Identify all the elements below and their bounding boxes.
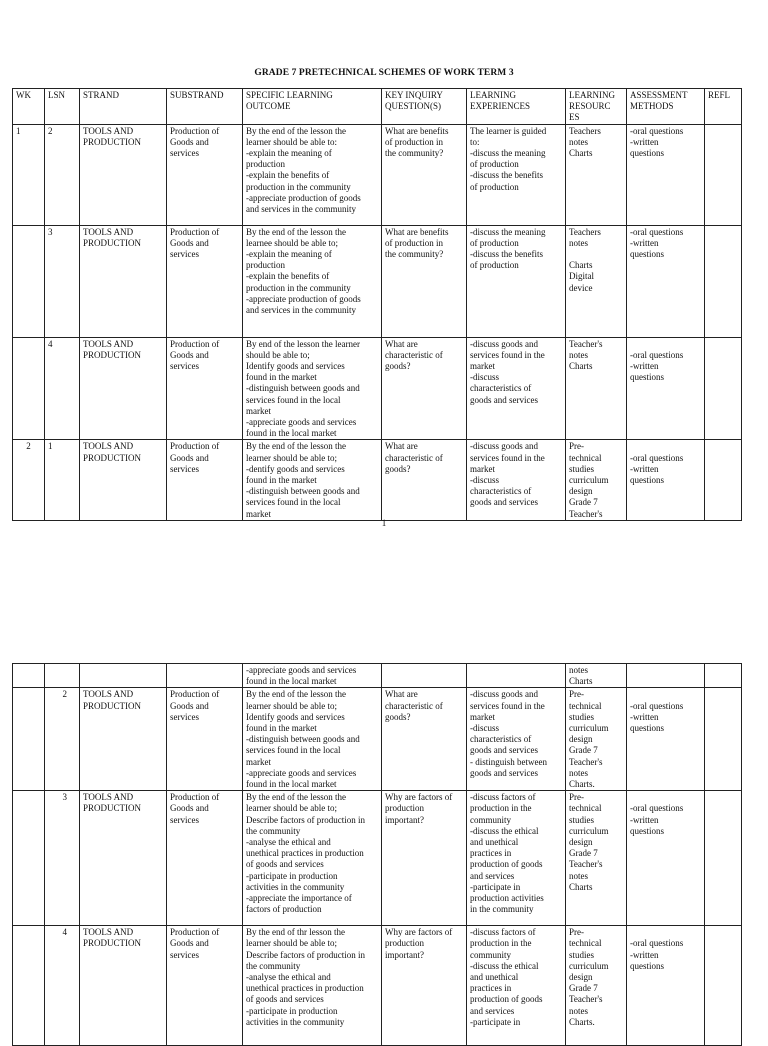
cell-refl <box>705 225 742 337</box>
cell-resources: Pre- technical studies curriculum design Grade 7 Teacher's <box>566 440 627 520</box>
header-wk: WK <box>13 89 45 125</box>
table-row <box>13 337 742 440</box>
cell-strand: TOOLS AND PRODUCTION <box>80 688 167 791</box>
cell-wk <box>13 688 45 791</box>
cell-wk <box>13 926 45 1046</box>
header-assessment: ASSESSMENT METHODS <box>627 89 705 125</box>
cell-strand: TOOLS AND PRODUCTION <box>80 791 167 926</box>
cell-lsn: 2 <box>45 124 80 225</box>
cell-resources: Pre- technical studies curriculum design Grade 7 Teacher's notes Charts. <box>566 926 627 1046</box>
cell-question: What are characteristic of goods? <box>382 440 467 520</box>
cell-refl <box>705 124 742 225</box>
cell-question: What are characteristic of goods? <box>382 688 467 791</box>
header-question: KEY INQUIRY QUESTION(S) <box>382 89 467 125</box>
table-row <box>13 688 742 791</box>
cell-experiences: -discuss goods and services found in the market -discuss characteristics of goods and services <box>467 440 566 520</box>
header-outcome: SPECIFIC LEARNING OUTCOME <box>243 89 382 125</box>
cell-strand <box>80 664 167 688</box>
header-refl: REFL <box>705 89 742 125</box>
cell-outcome: By end of the lesson the learner should be able to; Identify goods and services found in the market -distinguish between goods and services found in the local market -appreciate goods and services found in the local market <box>243 337 382 440</box>
cell-lsn: 1 <box>45 440 80 520</box>
cell-refl <box>705 440 742 520</box>
cell-resources: Pre- technical studies curriculum design Grade 7 Teacher's notes Charts. <box>566 688 627 791</box>
cell-substrand: Production of Goods and services <box>167 791 243 926</box>
cell-experiences: -discuss goods and services found in the market -discuss characteristics of goods and services - distinguish between goods and services <box>467 688 566 791</box>
cell-resources: Pre- technical studies curriculum design Grade 7 Teacher's notes Charts <box>566 791 627 926</box>
cell-experiences: -discuss factors of production in the community -discuss the ethical and unethical practices in production of goods and services -participate in <box>467 926 566 1046</box>
cell-assessment: -oral questions -written questions <box>627 225 705 337</box>
cell-wk <box>13 337 45 440</box>
table-row <box>13 664 742 688</box>
cell-experiences: -discuss goods and services found in the market -discuss characteristics of goods and services <box>467 337 566 440</box>
cell-strand: TOOLS AND PRODUCTION <box>80 337 167 440</box>
table-row <box>13 225 742 337</box>
table-row <box>13 791 742 926</box>
cell-assessment: -oral questions -written questions <box>627 791 705 926</box>
header-lsn: LSN <box>45 89 80 125</box>
cell-assessment <box>627 664 705 688</box>
header-substrand: SUBSTRAND <box>167 89 243 125</box>
cell-substrand: Production of Goods and services <box>167 926 243 1046</box>
cell-refl <box>705 791 742 926</box>
document-page-2 <box>0 560 768 1027</box>
cell-assessment: -oral questions -written questions <box>627 688 705 791</box>
cell-wk: 2 <box>13 440 45 520</box>
cell-substrand: Production of Goods and services <box>167 124 243 225</box>
cell-strand: TOOLS AND PRODUCTION <box>80 926 167 1046</box>
header-experiences: LEARNING EXPERIENCES <box>467 89 566 125</box>
cell-wk <box>13 791 45 926</box>
cell-strand: TOOLS AND PRODUCTION <box>80 124 167 225</box>
cell-wk <box>13 664 45 688</box>
cell-substrand: Production of Goods and services <box>167 440 243 520</box>
cell-question: What are benefits of production in the community? <box>382 124 467 225</box>
header-strand: STRAND <box>80 89 167 125</box>
cell-question: What are characteristic of goods? <box>382 337 467 440</box>
cell-question: What are benefits of production in the community? <box>382 225 467 337</box>
page-number: 1 <box>381 518 387 528</box>
schemes-table <box>12 88 742 521</box>
cell-lsn <box>45 664 80 688</box>
table-row <box>13 124 742 225</box>
cell-substrand <box>167 664 243 688</box>
cell-refl <box>705 337 742 440</box>
cell-wk <box>13 225 45 337</box>
cell-outcome: By the end of the lesson the learner should be able to: -explain the meaning of production -explain the benefits of production in the community -appreciate production of goods and services in the community <box>243 124 382 225</box>
cell-outcome: By the end of the lesson the learner should be able to; Describe factors of production in the community -analyse the ethical and unethical practices in production of goods and services -participate in production activities in the community -appreciate the importance of factors of production <box>243 791 382 926</box>
cell-experiences: The learner is guided to: -discuss the meaning of production -discuss the benefits of production <box>467 124 566 225</box>
cell-lsn: 4 <box>45 926 80 1046</box>
cell-lsn: 2 <box>45 688 80 791</box>
cell-question: Why are factors of production important? <box>382 791 467 926</box>
table-row <box>13 926 742 1046</box>
cell-strand: TOOLS AND PRODUCTION <box>80 440 167 520</box>
cell-substrand: Production of Goods and services <box>167 337 243 440</box>
cell-wk: 1 <box>13 124 45 225</box>
cell-experiences <box>467 664 566 688</box>
cell-assessment: -oral questions -written questions <box>627 440 705 520</box>
cell-question: Why are factors of production important? <box>382 926 467 1046</box>
cell-refl <box>705 688 742 791</box>
cell-assessment: -oral questions -written questions <box>627 337 705 440</box>
schemes-table-continued <box>12 663 742 1046</box>
cell-outcome: By the end of the lesson the learner should be able to; -dentify goods and services found in the market -distinguish between goods and services found in the local market <box>243 440 382 520</box>
cell-resources: Teachers notes Charts <box>566 124 627 225</box>
table-header-row <box>13 89 742 125</box>
cell-outcome: By the end of the lesson the learner should be able to; Identify goods and services found in the market -distinguish between goods and services found in the local market -appreciate goods and services found in the local market <box>243 688 382 791</box>
cell-outcome: By the end of thr lesson the learner should be able to; Describe factors of production in the community -analyse the ethical and unethical practices in production of goods and services -participate in production activities in the community <box>243 926 382 1046</box>
cell-outcome: -appreciate goods and services found in the local market <box>243 664 382 688</box>
cell-experiences: -discuss factors of production in the community -discuss the ethical and unethical practices in production of goods and services -participate in production activities in the community <box>467 791 566 926</box>
cell-refl <box>705 664 742 688</box>
cell-outcome: By the end of the lesson the learnee should be able to; -explain the meaning of production -explain the benefits of production in the community -appreciate production of goods and services in the community <box>243 225 382 337</box>
cell-substrand: Production of Goods and services <box>167 225 243 337</box>
cell-resources: Teachers notes Charts Digital device <box>566 225 627 337</box>
cell-lsn: 4 <box>45 337 80 440</box>
cell-substrand: Production of Goods and services <box>167 688 243 791</box>
cell-assessment: -oral questions -written questions <box>627 124 705 225</box>
cell-experiences: -discuss the meaning of production -discuss the benefits of production <box>467 225 566 337</box>
cell-question <box>382 664 467 688</box>
cell-assessment: -oral questions -written questions <box>627 926 705 1046</box>
cell-resources: Teacher's notes Charts <box>566 337 627 440</box>
cell-lsn: 3 <box>45 791 80 926</box>
table-row <box>13 440 742 520</box>
cell-lsn: 3 <box>45 225 80 337</box>
cell-resources: notes Charts <box>566 664 627 688</box>
header-resources: LEARNING RESOURC ES <box>566 89 627 125</box>
cell-strand: TOOLS AND PRODUCTION <box>80 225 167 337</box>
document-title: GRADE 7 PRETECHNICAL SCHEMES OF WORK TERM 3 <box>254 68 514 78</box>
cell-refl <box>705 926 742 1046</box>
